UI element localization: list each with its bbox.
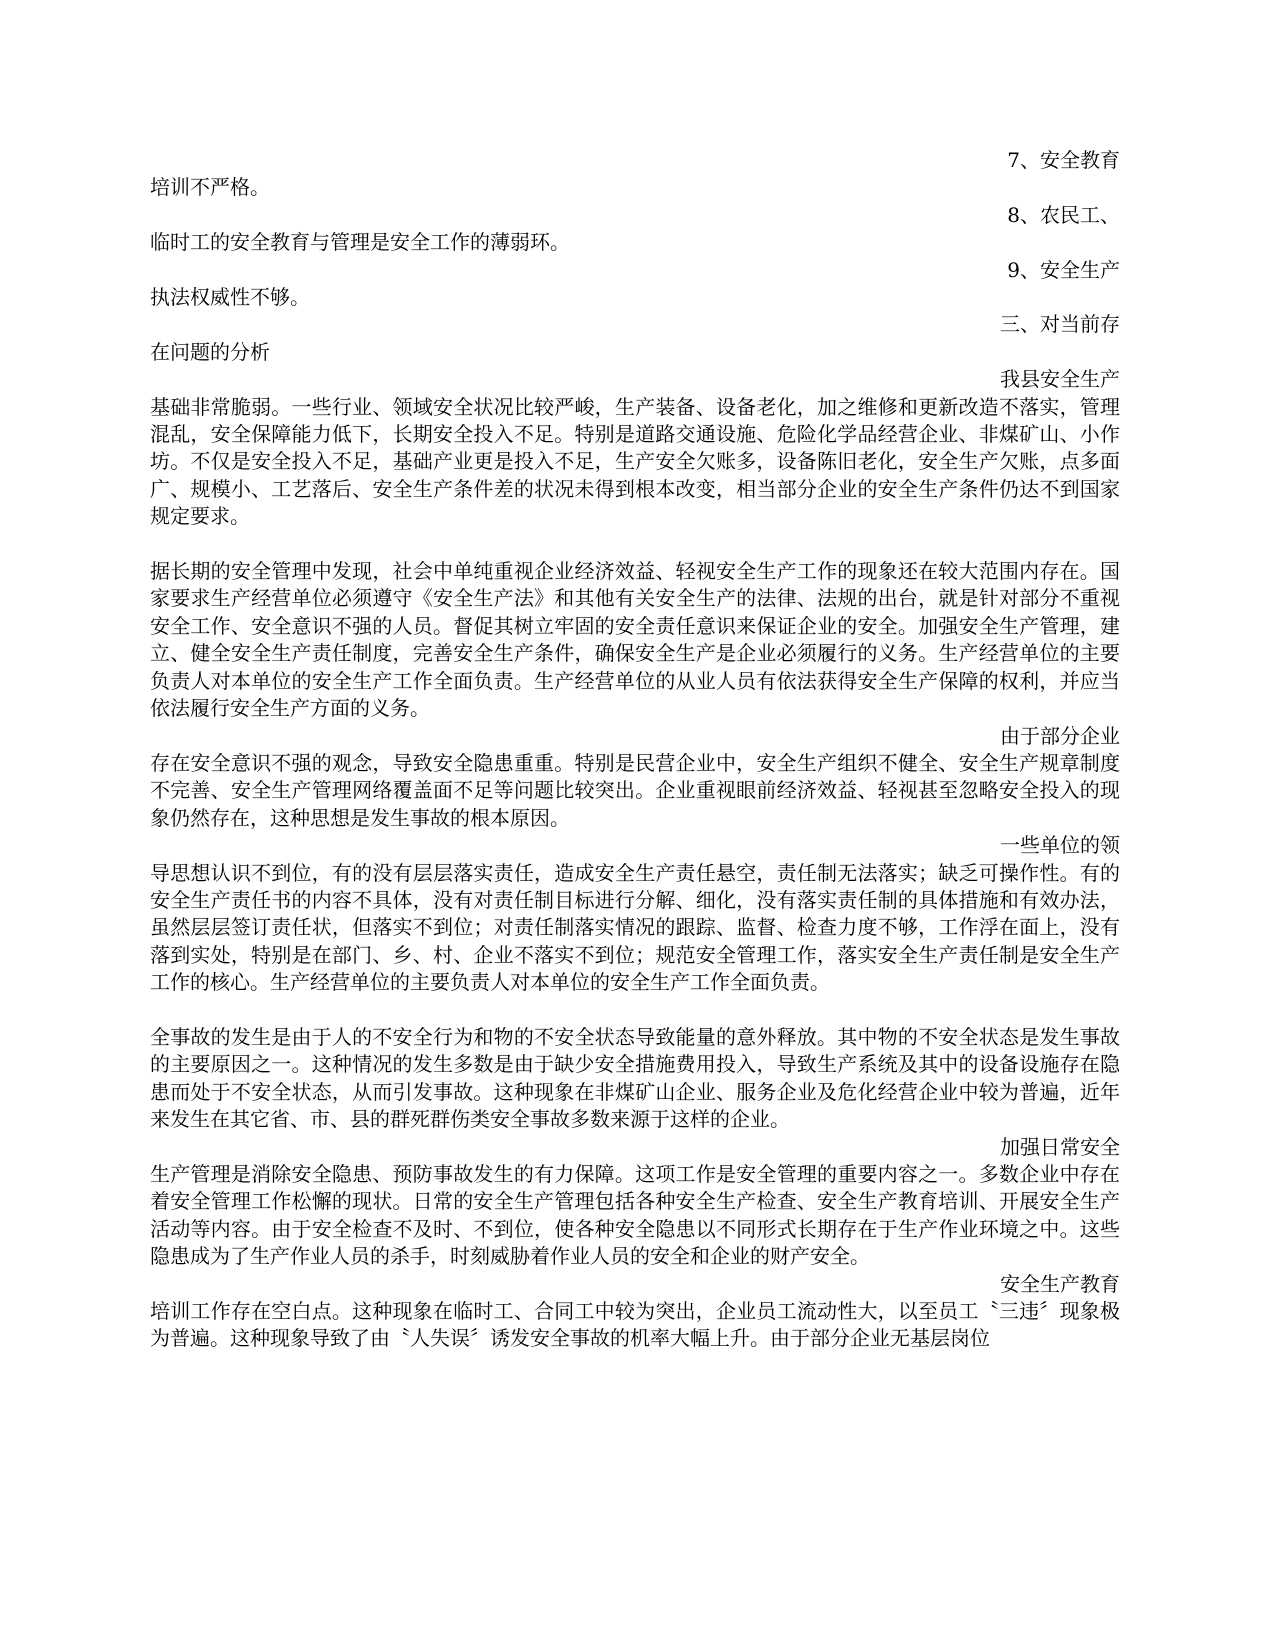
paragraph-text: 培训工作存在空白点。这种现象在临时工、合同工中较为突出，企业员工流动性大，以至员工〝三违〞现象极为普遍。这种现象导致了由〝人失误〞诱发安全事故的机率大幅上升。由于部分企业无基层岗位 (150, 1299, 1120, 1351)
paragraph-daily-management (150, 1134, 1120, 1271)
paragraph-text: 据长期的安全管理中发现，社会中单纯重视企业经济效益、轻视安全生产工作的现象还在较大范围内存在。国家要求生产经营单位必须遵守《安全生产法》和其他有关安全生产的法律、法规的出台，就是针对部分不重视安全工作、安全意识不强的人员。督促其树立牢固的安全责任意识来保证企业的安全。加强安全生产管理，建立、健全安全生产责任制度，完善安全生产条件，确保安全生产是企业必须履行的义务。生产经营单位的主要负责人对本单位的安全生产工作全面负责。生产经营单位的从业人员有依法获得安全生产保障的权利，并应当依法履行安全生产方面的义务。 (150, 559, 1120, 721)
paragraph-text: 基础非常脆弱。一些行业、领域安全状况比较严峻，生产装备、设备老化，加之维修和更新改造不落实，管理混乱，安全保障能力低下，长期安全投入不足。特别是道路交通设施、危险化学品经营企业、非煤矿山、小作坊。不仅是安全投入不足，基础产业更是投入不足，生产安全欠账多，设备陈旧老化，安全生产欠账，点多面广、规模小、工艺落后、安全生产条件差的状况未得到根本改变，相当部分企业的安全生产条件仍达不到国家规定要求。 (150, 394, 1120, 529)
section-heading: 7、安全教育 (1007, 148, 1120, 172)
section-item-9 (150, 257, 1120, 312)
paragraph-text: 在问题的分析 (150, 339, 270, 364)
paragraph-spacer (150, 997, 1120, 1024)
section-heading: 8、农民工、 (1007, 202, 1120, 227)
section-heading: 由于部分企业 (1000, 723, 1120, 748)
section-heading: 9、安全生产 (1007, 257, 1120, 282)
section-item-8 (150, 202, 1120, 257)
paragraph-spacer (150, 531, 1120, 558)
paragraph-text: 导思想认识不到位，有的没有层层落实责任，造成安全生产责任悬空，责任制无法落实；缺乏可操作性。有的安全生产责任书的内容不具体，没有对责任制目标进行分解、细化，没有落实责任制的具体措施和有效办法，虽然层层签订责任状，但落实不到位；对责任制落实情况的跟踪、监督、检查力度不够，工作浮在面上，没有落到实处，特别是在部门、乡、村、企业不落实不到位；规范安全管理工作，落实安全生产责任制是安全生产工作的核心。生产经营单位的主要负责人对本单位的安全生产工作全面负责。 (150, 860, 1120, 995)
document-page (150, 147, 1120, 1353)
paragraph-management-findings (150, 558, 1120, 722)
paragraph-county-foundation (150, 366, 1120, 530)
section-heading: 安全生产教育 (1000, 1271, 1120, 1296)
paragraph-text: 执法权威性不够。 (150, 285, 310, 310)
paragraph-safety-training (150, 1271, 1120, 1353)
paragraph-text: 临时工的安全教育与管理是安全工作的薄弱环。 (150, 230, 570, 255)
paragraph-text: 存在安全意识不强的观念，导致安全隐患重重。特别是民营企业中，安全生产组织不健全、安全生产规章制度不完善、安全生产管理网络覆盖面不足等问题比较突出。企业重视眼前经济效益、轻视甚至忽略安全投入的现象仍然存在，这种思想是发生事故的根本原因。 (150, 750, 1120, 830)
paragraph-text: 培训不严格。 (150, 175, 270, 200)
paragraph-enterprise-awareness (150, 723, 1120, 833)
section-heading: 我县安全生产 (1000, 367, 1120, 392)
section-three (150, 311, 1120, 366)
paragraph-leadership (150, 832, 1120, 996)
section-heading: 一些单位的领 (1000, 833, 1120, 858)
paragraph-accident-causes (150, 1024, 1120, 1134)
section-heading: 加强日常安全 (1000, 1134, 1120, 1159)
paragraph-text: 生产管理是消除安全隐患、预防事故发生的有力保障。这项工作是安全管理的重要内容之一。多数企业中存在着安全管理工作松懈的现状。日常的安全生产管理包括各种安全生产检查、安全生产教育培训、开展安全生产活动等内容。由于安全检查不及时、不到位，使各种安全隐患以不同形式长期存在于生产作业环境之中。这些隐患成为了生产作业人员的杀手，时刻威胁着作业人员的安全和企业的财产安全。 (150, 1162, 1120, 1269)
paragraph-text: 全事故的发生是由于人的不安全行为和物的不安全状态导致能量的意外释放。其中物的不安全状态是发生事故的主要原因之一。这种情况的发生多数是由于缺少安全措施费用投入，导致生产系统及其中的设备设施存在隐患而处于不安全状态，从而引发事故。这种现象在非煤矿山企业、服务企业及危化经营企业中较为普遍，近年来发生在其它省、市、县的群死群伤类安全事故多数来源于这样的企业。 (150, 1024, 1120, 1132)
section-item-7 (150, 147, 1120, 202)
section-heading: 三、对当前存 (1000, 312, 1120, 337)
